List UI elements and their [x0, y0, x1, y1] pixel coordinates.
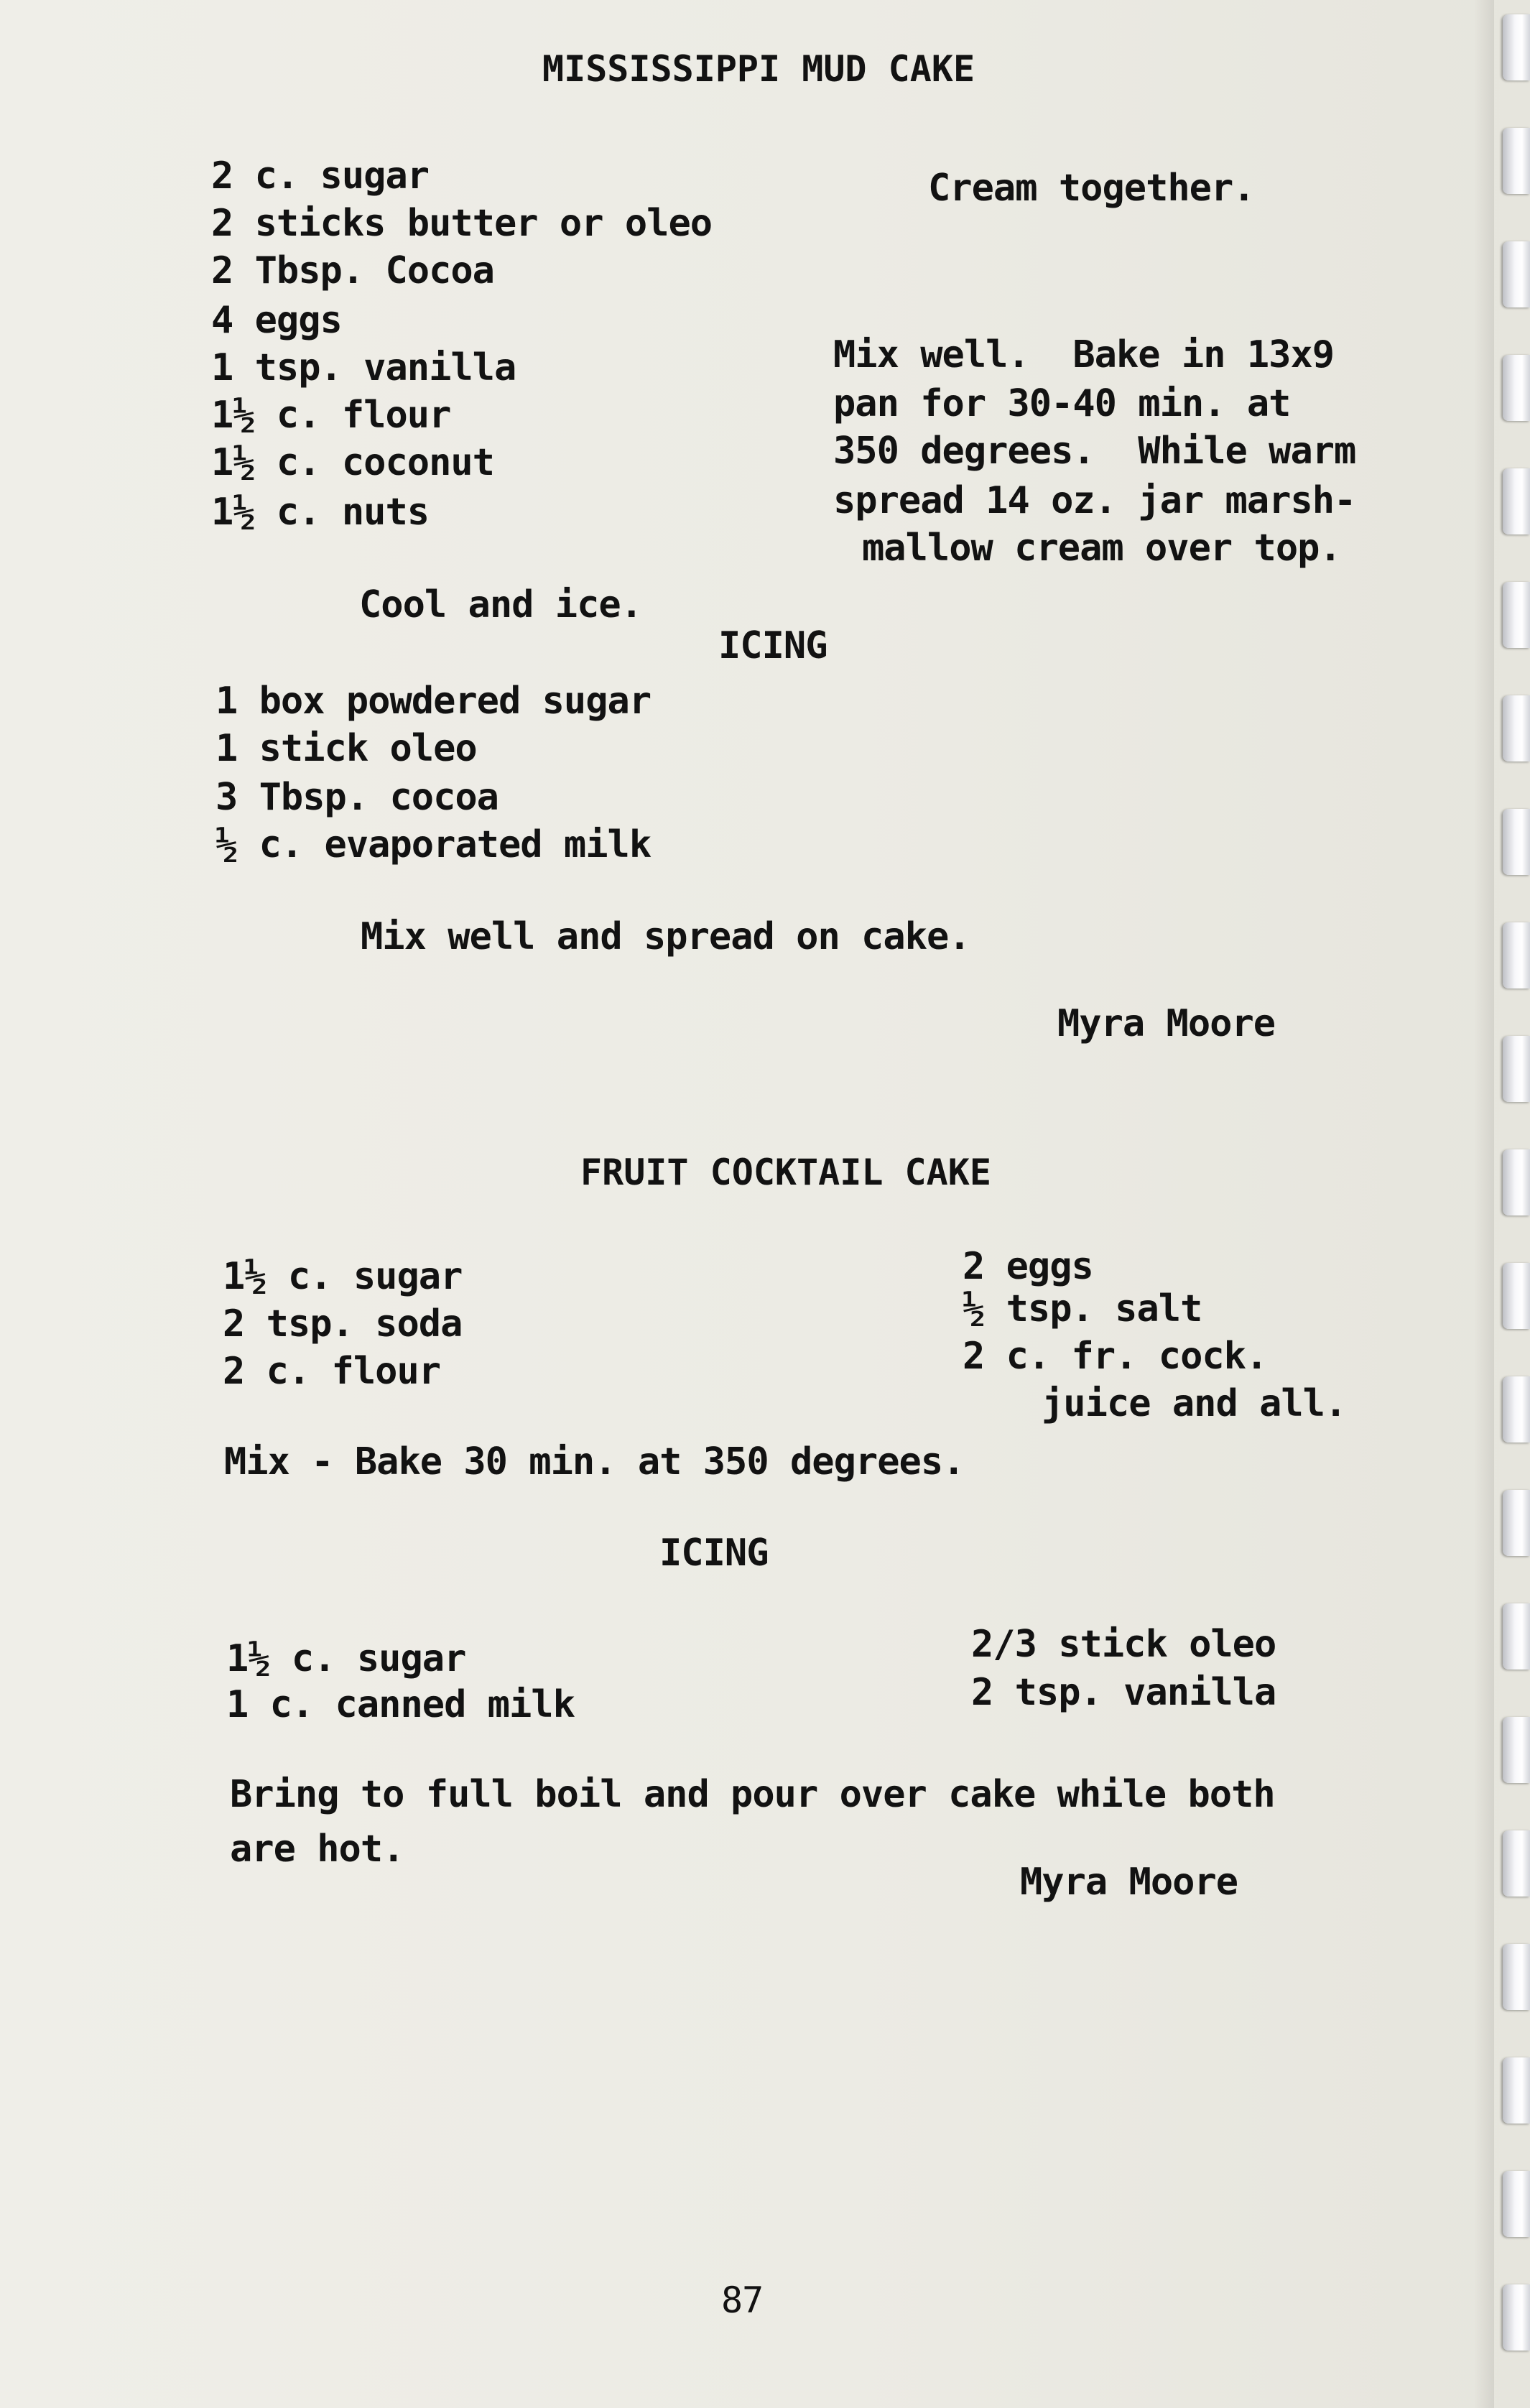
binding-tab: [1503, 1263, 1530, 1329]
icing-heading: ICING: [718, 624, 827, 667]
ingredient-line: 1½ c. nuts: [211, 491, 430, 534]
binding-tab: [1503, 14, 1530, 80]
direction-line: spread 14 oz. jar marsh-: [833, 479, 1356, 522]
binding-tab: [1503, 468, 1530, 534]
binding-tab: [1503, 1036, 1530, 1102]
recipe-author: Myra Moore: [1020, 1861, 1238, 1904]
icing-heading: ICING: [659, 1532, 769, 1575]
ingredient-line: 4 eggs: [211, 299, 342, 342]
binding-tab: [1503, 1717, 1530, 1783]
ingredient-line: juice and all.: [1042, 1382, 1347, 1425]
ingredient-line: 1 tsp. vanilla: [211, 346, 516, 389]
direction-line: mallow cream over top.: [862, 527, 1341, 570]
direction-line: 350 degrees. While warm: [833, 430, 1356, 473]
binding-tab: [1503, 1944, 1530, 2010]
recipe-title: FRUIT COCKTAIL CAKE: [580, 1152, 991, 1193]
recipe-note: Cream together.: [928, 167, 1255, 210]
binding-tab: [1503, 1830, 1530, 1897]
icing-directions: Mix well and spread on cake.: [361, 915, 970, 958]
binding-tab: [1503, 2171, 1530, 2237]
ingredient-line: 1½ c. coconut: [211, 441, 494, 484]
ingredient-line: 2 eggs: [963, 1245, 1093, 1288]
binding-tab: [1503, 1603, 1530, 1670]
binding-tab: [1503, 128, 1530, 194]
recipe-directions: Mix - Bake 30 min. at 350 degrees.: [224, 1440, 965, 1483]
ingredient-line: 2 c. fr. cock.: [963, 1335, 1268, 1378]
binding-tab: [1503, 1376, 1530, 1443]
icing-ingredient-line: 1½ c. sugar: [226, 1637, 466, 1680]
binding-tab: [1503, 582, 1530, 648]
binding-tab: [1503, 695, 1530, 761]
ingredient-line: 2 tsp. soda: [223, 1302, 463, 1346]
icing-ingredient-line: 2/3 stick oleo: [971, 1623, 1276, 1666]
binding-tab: [1503, 241, 1530, 307]
icing-ingredient-line: 1 box powdered sugar: [215, 680, 652, 723]
binding-tab: [1503, 922, 1530, 988]
binding-tab: [1503, 1490, 1530, 1556]
ingredient-line: 2 Tbsp. Cocoa: [211, 249, 494, 292]
ingredient-line: 2 sticks butter or oleo: [211, 202, 713, 245]
binding-tab: [1503, 355, 1530, 421]
recipe-closing: Cool and ice.: [359, 583, 642, 626]
direction-line: Mix well. Bake in 13x9: [833, 333, 1335, 376]
ingredient-line: 1½ c. sugar: [223, 1255, 463, 1298]
ingredient-line: 2 c. sugar: [211, 154, 430, 198]
ingredient-line: 2 c. flour: [223, 1350, 441, 1393]
icing-ingredient-line: 1 c. canned milk: [226, 1683, 575, 1726]
binding-tab: [1503, 1149, 1530, 1215]
binding-tab: [1503, 2057, 1530, 2124]
page-number: 87: [721, 2279, 764, 2321]
recipe-author: Myra Moore: [1057, 1002, 1276, 1045]
ingredient-line: ½ tsp. salt: [963, 1287, 1202, 1330]
binding-tab: [1503, 809, 1530, 875]
binding-tab: [1503, 2284, 1530, 2351]
icing-ingredient-line: 3 Tbsp. cocoa: [215, 776, 499, 819]
icing-direction-line: are hot.: [230, 1828, 404, 1871]
icing-ingredient-line: 1 stick oleo: [215, 727, 477, 770]
direction-line: pan for 30-40 min. at: [833, 382, 1291, 425]
recipe-title: MISSISSIPPI MUD CAKE: [542, 48, 975, 90]
ingredient-line: 1½ c. flour: [211, 394, 451, 437]
icing-direction-line: Bring to full boil and pour over cake while both: [230, 1773, 1275, 1816]
icing-ingredient-line: 2 tsp. vanilla: [971, 1671, 1276, 1714]
spiral-binding: [1487, 0, 1530, 2408]
icing-ingredient-line: ½ c. evaporated milk: [215, 823, 652, 866]
